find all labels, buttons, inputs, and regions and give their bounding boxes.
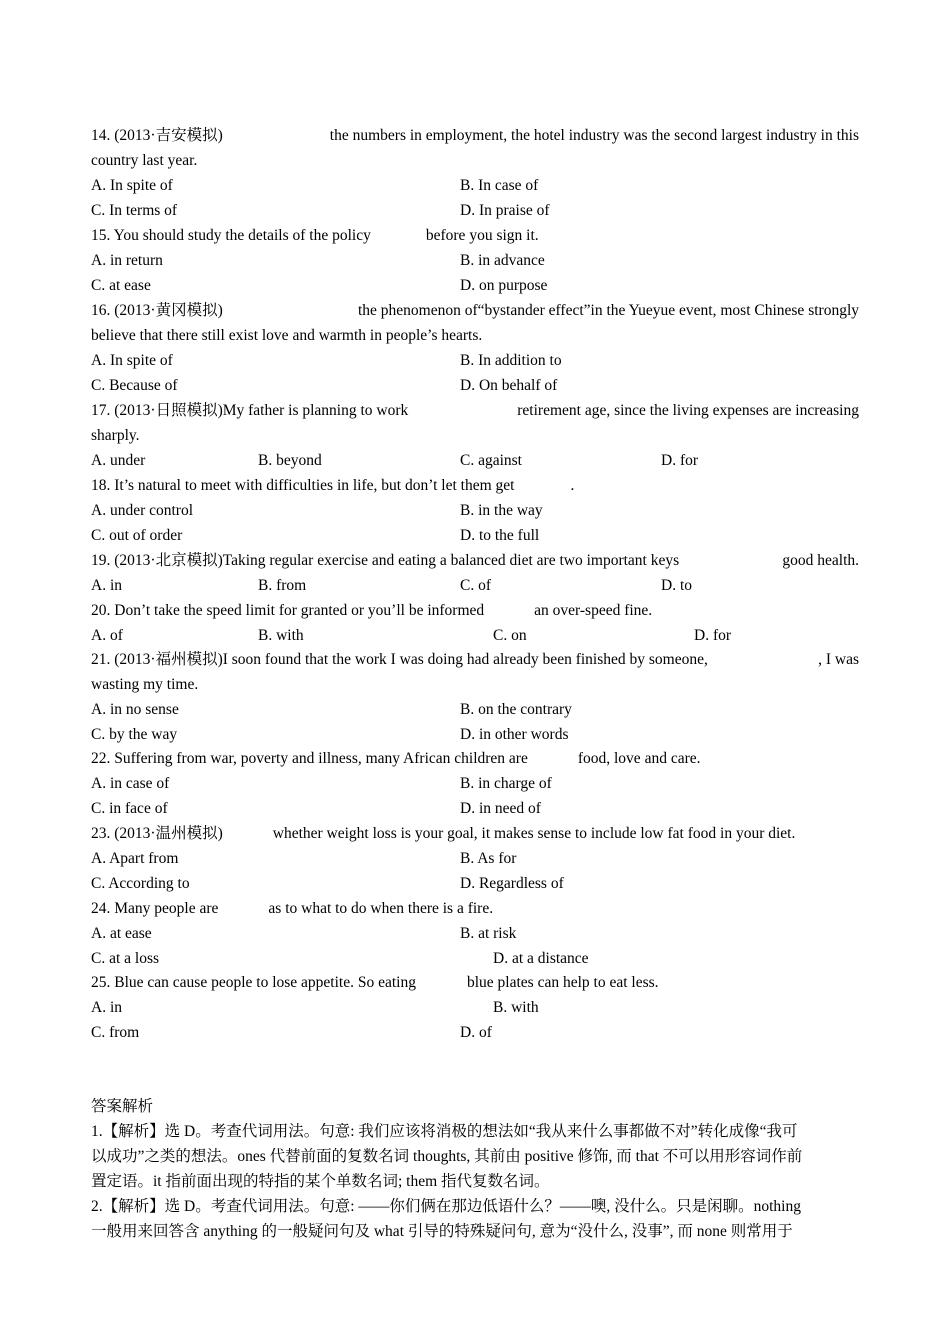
question-20-stem — [91, 598, 859, 623]
q22-stem-prefix: 22. Suffering from war, poverty and illness, many African children are — [91, 750, 528, 767]
q23-option-d[interactable]: D. Regardless of — [460, 875, 564, 892]
question-23-stem — [91, 821, 859, 846]
q20-option-a[interactable]: A. of — [91, 627, 123, 644]
q25-option-c[interactable]: C. from — [91, 1024, 140, 1041]
question-17-stem — [91, 398, 859, 423]
question-23-options-ab — [91, 846, 859, 871]
q18-option-a[interactable]: A. under control — [91, 502, 194, 519]
q17-option-c[interactable]: C. against — [460, 452, 522, 469]
q16-option-a[interactable]: A. In spite of — [91, 352, 173, 369]
question-15-options-ab — [91, 248, 859, 273]
q15-option-b[interactable]: B. in advance — [460, 252, 545, 269]
question-19-options — [91, 573, 859, 598]
q20-option-b[interactable]: B. with — [258, 627, 304, 644]
q19-option-c[interactable]: C. of — [460, 577, 491, 594]
q19-stem-rest: good health. — [782, 552, 859, 569]
question-14-stem — [91, 123, 859, 148]
question-16-options-ab — [91, 348, 859, 373]
q21-stem-prefix: 21. (2013·福州模拟)I soon found that the work I was doing had already been finished by someone, — [91, 651, 708, 668]
q20-stem-prefix: 20. Don’t take the speed limit for granted or you’ll be informed — [91, 602, 485, 619]
q19-stem-prefix: 19. (2013·北京模拟)Taking regular exercise and eating a balanced diet are two important keys — [91, 552, 680, 569]
q15-option-c[interactable]: C. at ease — [91, 277, 151, 294]
question-22-options-cd — [91, 796, 859, 821]
q25-option-d[interactable]: D. of — [460, 1024, 492, 1041]
q16-option-d[interactable]: D. On behalf of — [460, 377, 558, 394]
q17-option-d[interactable]: D. for — [661, 452, 699, 469]
q25-stem-prefix: 25. Blue can cause people to lose appetite. So eating — [91, 974, 416, 991]
q24-option-c[interactable]: C. at a loss — [91, 950, 160, 967]
question-14-stem-cont: country last year. — [91, 152, 198, 169]
question-24-options-cd — [91, 946, 859, 971]
question-16-options-cd — [91, 373, 859, 398]
q20-option-c[interactable]: C. on — [493, 627, 527, 644]
q22-stem-rest: food, love and care. — [577, 750, 701, 767]
q21-option-d[interactable]: D. in other words — [460, 726, 569, 743]
q15-option-d[interactable]: D. on purpose — [460, 277, 548, 294]
question-21-options-ab — [91, 697, 859, 722]
question-18-options-ab — [91, 498, 859, 523]
q15-stem-rest: before you sign it. — [425, 227, 539, 244]
answers-heading: 答案解析 — [91, 1098, 154, 1115]
question-20-options — [91, 623, 859, 648]
question-17-options — [91, 448, 859, 473]
q14-stem-prefix: 14. (2013·吉安模拟) — [91, 127, 223, 144]
answer-2-line-2: 一般用来回答含 anything 的一般疑问句及 what 引导的特殊疑问句, 意为“没什么, 没事”, 而 none 则常用于 — [91, 1223, 793, 1240]
q16-option-b[interactable]: B. In addition to — [460, 352, 562, 369]
answer-1-line-3: 置定语。it 指前面出现的特指的某个单数名词; them 指代复数名词。 — [91, 1173, 550, 1190]
q18-option-d[interactable]: D. to the full — [460, 527, 540, 544]
q18-stem-rest: . — [570, 477, 575, 494]
q18-stem-prefix: 18. It’s natural to meet with difficulties in life, but don’t let them get — [91, 477, 515, 494]
q16-stem-prefix: 16. (2013·黄冈模拟) — [91, 302, 223, 319]
q22-option-a[interactable]: A. in case of — [91, 775, 170, 792]
q16-stem-rest: the phenomenon of“bystander effect”in the Yueyue event, most Chinese strongly — [357, 302, 859, 319]
question-23-options-cd — [91, 871, 859, 896]
q24-option-d[interactable]: D. at a distance — [493, 950, 589, 967]
q25-stem-rest: blue plates can help to eat less. — [466, 974, 659, 991]
question-17-stem-cont: sharply. — [91, 427, 140, 444]
question-25-options-cd — [91, 1020, 859, 1045]
q21-option-c[interactable]: C. by the way — [91, 726, 178, 743]
q18-option-b[interactable]: B. in the way — [460, 502, 543, 519]
answer-1-line-2: 以成功”之类的想法。ones 代替前面的复数名词 thoughts, 其前由 positive 修饰, 而 that 不可以用形容词作前 — [91, 1148, 803, 1165]
question-25-stem — [91, 970, 859, 995]
q22-option-c[interactable]: C. in face of — [91, 800, 168, 817]
question-16-stem-cont: believe that there still exist love and warmth in people’s hearts. — [91, 327, 483, 344]
q25-option-b[interactable]: B. with — [493, 999, 539, 1016]
q17-stem-rest: retirement age, since the living expenses are increasing — [517, 402, 859, 419]
q20-stem-rest: an over-speed fine. — [534, 602, 653, 619]
q24-option-b[interactable]: B. at risk — [460, 925, 517, 942]
q17-option-a[interactable]: A. under — [91, 452, 146, 469]
q15-option-a[interactable]: A. in return — [91, 252, 163, 269]
question-18-stem — [91, 473, 859, 498]
question-15-stem — [91, 223, 859, 248]
question-21-stem-cont: wasting my time. — [91, 676, 199, 693]
q23-stem-prefix: 23. (2013·温州模拟) — [91, 825, 223, 842]
q19-option-a[interactable]: A. in — [91, 577, 122, 594]
question-21-stem — [91, 647, 859, 672]
question-15-options-cd — [91, 273, 859, 298]
q24-option-a[interactable]: A. at ease — [91, 925, 152, 942]
question-24-stem — [91, 896, 859, 921]
q24-stem-rest: as to what to do when there is a fire. — [268, 900, 494, 917]
q21-option-a[interactable]: A. in no sense — [91, 701, 179, 718]
question-18-options-cd — [91, 523, 859, 548]
question-21-options-cd — [91, 722, 859, 747]
question-22-options-ab — [91, 771, 859, 796]
q14-option-c[interactable]: C. In terms of — [91, 202, 178, 219]
q17-stem-prefix: 17. (2013·日照模拟)My father is planning to work — [91, 402, 409, 419]
q14-option-d[interactable]: D. In praise of — [460, 202, 550, 219]
q20-option-d[interactable]: D. for — [694, 627, 732, 644]
question-14-options-ab — [91, 173, 859, 198]
q21-stem-rest: , I was — [818, 651, 859, 668]
question-22-stem — [91, 746, 859, 771]
q25-option-a[interactable]: A. in — [91, 999, 122, 1016]
q23-option-c[interactable]: C. According to — [91, 875, 190, 892]
q15-stem-prefix: 15. You should study the details of the policy — [91, 227, 371, 244]
q23-option-b[interactable]: B. As for — [460, 850, 517, 867]
q21-option-b[interactable]: B. on the contrary — [460, 701, 572, 718]
q14-stem-rest: the numbers in employment, the hotel industry was the second largest industry in this — [329, 127, 859, 144]
q19-option-d[interactable]: D. to — [661, 577, 692, 594]
answer-2-line-1: 2.【解析】选 D。考查代词用法。句意: ——你们俩在那边低语什么？——噢, 没什么。只是闲聊。nothing — [91, 1198, 801, 1215]
question-24-options-ab — [91, 921, 859, 946]
q14-option-b[interactable]: B. In case of — [460, 177, 539, 194]
q22-option-b[interactable]: B. in charge of — [460, 775, 552, 792]
q24-stem-prefix: 24. Many people are — [91, 900, 219, 917]
question-16-stem — [91, 298, 859, 323]
question-14-options-cd — [91, 198, 859, 223]
question-25-options-ab — [91, 995, 859, 1020]
q18-option-c[interactable]: C. out of order — [91, 527, 183, 544]
q23-option-a[interactable]: A. Apart from — [91, 850, 179, 867]
question-19-stem — [91, 548, 859, 573]
q19-option-b[interactable]: B. from — [258, 577, 307, 594]
q14-option-a[interactable]: A. In spite of — [91, 177, 173, 194]
q22-option-d[interactable]: D. in need of — [460, 800, 541, 817]
q23-stem-rest: whether weight loss is your goal, it makes sense to include low fat food in your diet. — [272, 825, 796, 842]
answer-1-line-1: 1.【解析】选 D。考查代词用法。句意: 我们应该将消极的想法如“我从来什么事都做不对”转化成像“我可 — [91, 1123, 798, 1140]
q16-option-c[interactable]: C. Because of — [91, 377, 178, 394]
q17-option-b[interactable]: B. beyond — [258, 452, 322, 469]
